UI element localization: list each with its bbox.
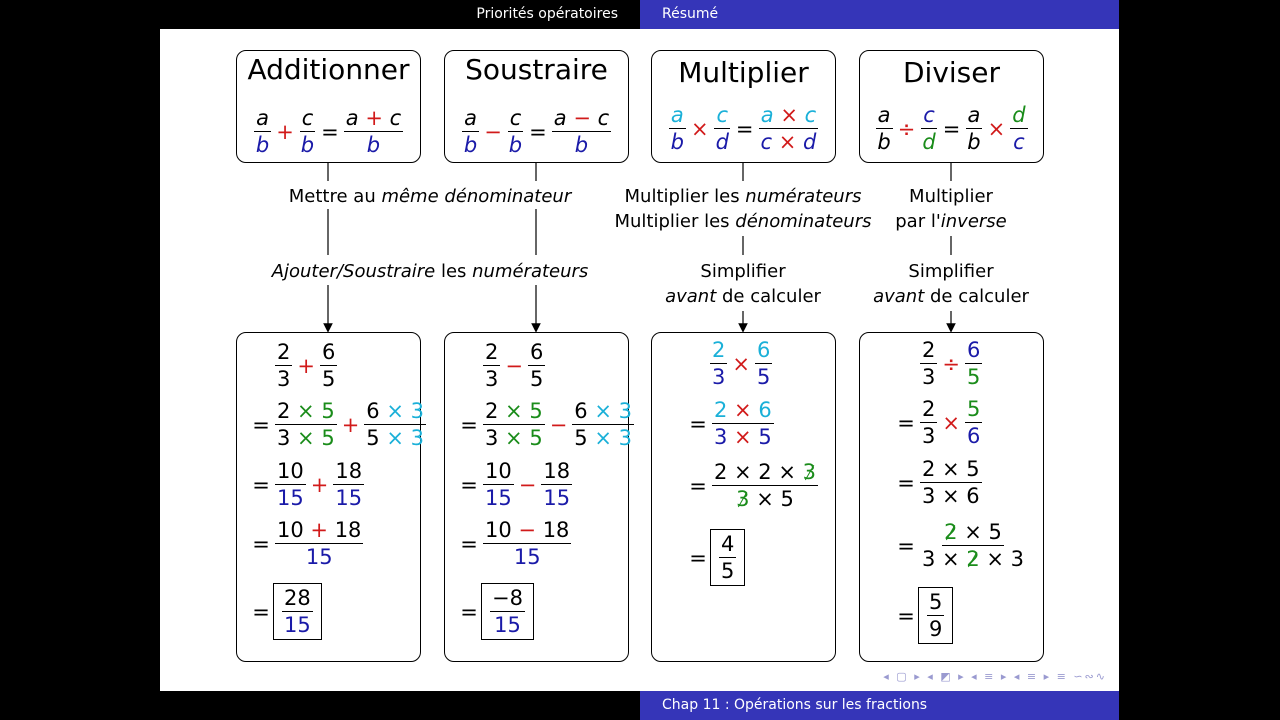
div-title: Diviser [902,56,1000,89]
mul-formula: $\frac{a}{b}$ × $\frac{c}{d}$ = $\frac{a \times c}{c \times d}$ [670,103,817,155]
mul-example-box: $\frac{2}{3}$ × $\frac{6}{5}$ = $\frac{2 \times 6}{3 \times 5}$ = $\frac{2 \times 2 \times 3}{3 \times 5}$ = $\frac{4}{5}$ [651,332,836,662]
div-example-box: $\frac{2}{3}$ ÷ $\frac{6}{5}$ = $\frac{2}{3}$ × $\frac{5}{6}$ = $\frac{2 \times 5}{3 \times 6}$ = $\frac{2 \times 5}{3 \times 2 \times 3}$ = $\frac{5}{9}$ [859,332,1044,662]
div-formula: $\frac{a}{b}$ ÷ $\frac{c}{d}$ = $\frac{a}{b}$ × $\frac{d}{c}$ [877,103,1026,155]
header-section-left[interactable]: Priorités opératoires [160,0,640,29]
mul-rule-box [651,50,836,163]
label-simplify-div: Simplifier avant de calculer [873,261,1029,307]
label-div-inverse: par l'inverse [895,211,1007,232]
div-rule-box [859,50,1044,163]
mul-title: Multiplier [678,56,809,89]
sub-title: Soustraire [465,53,608,86]
slide [160,29,1119,691]
footer-left [160,691,640,720]
sub-example-box: $\frac{2}{3}$ − $\frac{6}{5}$ = $\frac{2 \times 5}{3 \times 5}$ − $\frac{6 \times 3}{5 \times 3}$ = $\frac{10}{15}$ − $\frac{18}{15}$ = $\frac{10 - 18}{15}$ = $\frac{-8}{15}$ [444,332,629,662]
add-formula: $\frac{a}{b}$ + $\frac{c}{b}$ = $\frac{a + c}{b}$ [255,106,402,158]
header-section-right[interactable]: Résumé [640,0,1119,29]
add-title: Additionner [247,53,410,86]
add-example-box: $\frac{2}{3}$ + $\frac{6}{5}$ = $\frac{2 \times 5}{3 \times 5}$ + $\frac{6 \times 3}{5 \times 3}$ = $\frac{10}{15}$ + $\frac{18}{15}$ = $\frac{10 + 18}{15}$ = $\frac{28}{15}$ [236,332,421,662]
add-rule-box [236,50,421,163]
label-same-denominator: Mettre au même dénominateur [288,186,572,207]
footer-title: Chap 11 : Opérations sur les fractions [640,691,1119,720]
label-simplify-mul: Simplifier avant de calculer [665,261,821,307]
label-mul-numerators: Multiplier les numérateurs [624,186,862,207]
label-add-numerators: Ajouter/Soustraire les numérateurs [271,261,589,282]
label-mul-denominators: Multiplier les dénominateurs [614,211,872,232]
sub-formula: $\frac{a}{b}$ − $\frac{c}{b}$ = $\frac{a - c}{b}$ [463,106,610,158]
beamer-navigation-icons[interactable]: ◂ ▢ ▸ ◂ ◩ ▸ ◂ ≡ ▸ ◂ ≡ ▸ ≡ ∽∾∿ [883,670,1107,683]
label-div-multiply: Multiplier [909,186,993,207]
sub-rule-box [444,50,629,163]
